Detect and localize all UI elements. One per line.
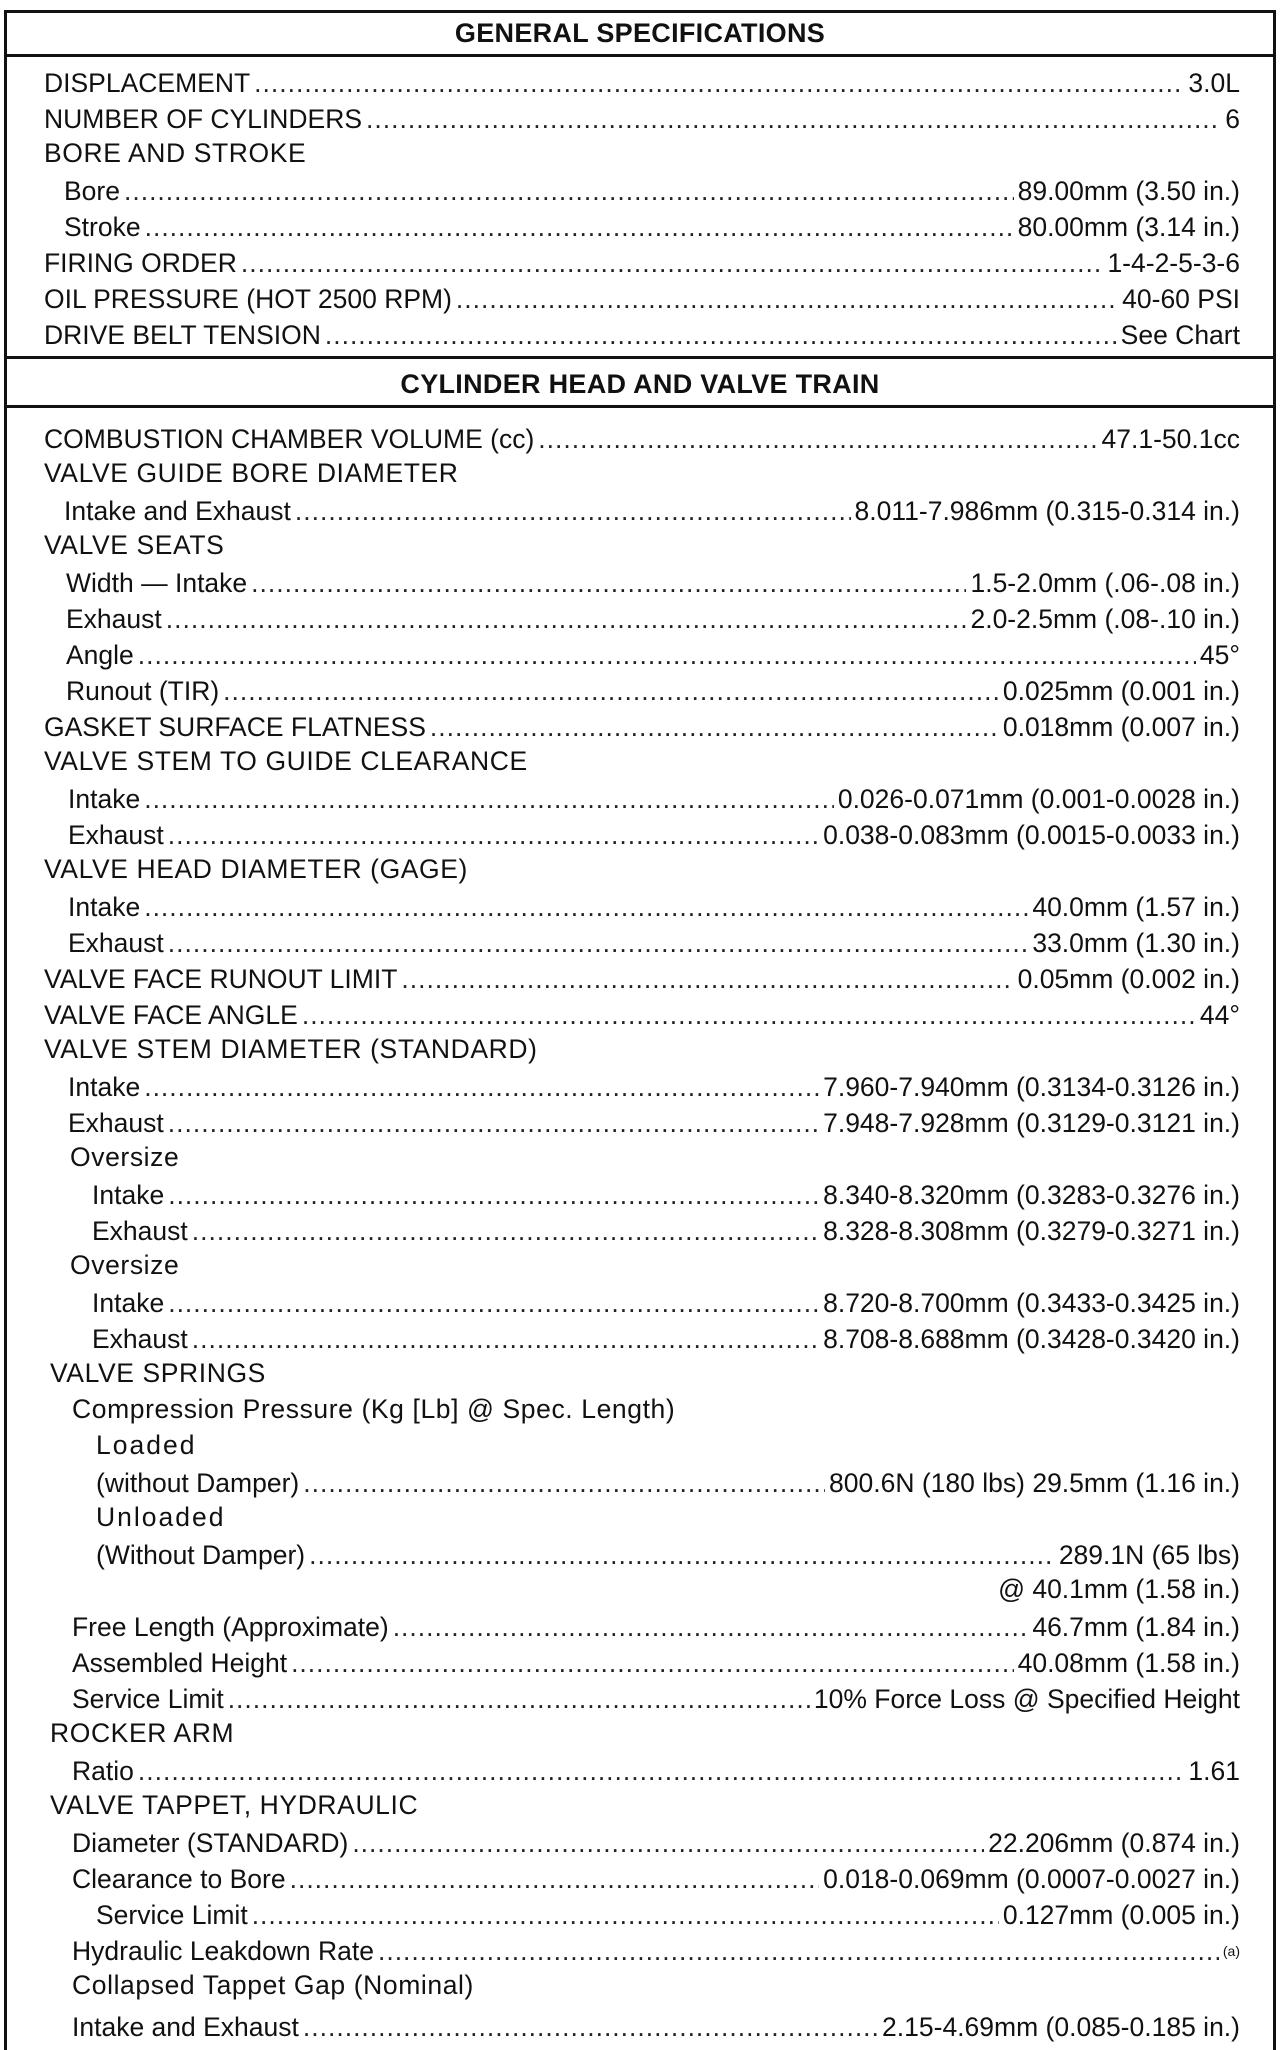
spec-group-heading: BORE AND STROKE [44,138,307,168]
spec-row: Intake ..... 0.026-0.071mm (0.001-0.0028 in.) [68,778,1240,814]
general-specifications-header: GENERAL SPECIFICATIONS [4,10,1276,57]
spec-row: GASKET SURFACE FLATNESS ..... 0.018mm (0.007 in.) [44,706,1240,742]
spec-row: DISPLACEMENT ..... 3.0L [44,62,1240,98]
spec-row: Hydraulic Leakdown Rate ..... (a) [72,1930,1240,1966]
spec-row: Angle ..... 45° [66,634,1240,670]
spec-row: Intake ..... 8.340-8.320mm (0.3283-0.3276 in.) [92,1174,1240,1210]
spec-row: NUMBER OF CYLINDERS ..... 6 [44,98,1240,134]
spec-row: Exhaust ..... 8.708-8.688mm (0.3428-0.3420 in.) [92,1318,1240,1354]
spec-group-heading: Oversize [70,1142,180,1172]
spec-row: OIL PRESSURE (HOT 2500 RPM) ..... 40-60 PSI [44,278,1240,314]
spec-group-heading: Unloaded [96,1502,226,1532]
spec-continuation: @ 40.1mm (1.58 in.) [998,1574,1240,1604]
cylinder-head-valve-train-header: CYLINDER HEAD AND VALVE TRAIN [4,356,1276,408]
spec-group-heading: VALVE STEM DIAMETER (STANDARD) [44,1034,538,1064]
spec-row: Exhaust ..... 33.0mm (1.30 in.) [68,922,1240,958]
spec-group-heading: ROCKER ARM [50,1718,235,1748]
spec-group-heading: Compression Pressure (Kg [Lb] @ Spec. Length) [72,1394,676,1424]
spec-group-heading: VALVE SEATS [44,530,225,560]
spec-row: (without Damper) ..... 800.6N (180 lbs) 29.5mm (1.16 in.) [96,1462,1240,1498]
spec-group-heading: VALVE GUIDE BORE DIAMETER [44,458,459,488]
spec-row: Intake ..... 7.960-7.940mm (0.3134-0.3126 in.) [68,1066,1240,1102]
spec-row: DRIVE BELT TENSION ..... See Chart [44,314,1240,350]
spec-row: Runout (TIR) ..... 0.025mm (0.001 in.) [66,670,1240,706]
spec-row: Exhaust ..... 8.328-8.308mm (0.3279-0.3271 in.) [92,1210,1240,1246]
spec-row: Intake ..... 40.0mm (1.57 in.) [68,886,1240,922]
spec-row: Clearance to Bore ..... 0.018-0.069mm (0.0007-0.0027 in.) [72,1858,1240,1894]
spec-group-heading: VALVE HEAD DIAMETER (GAGE) [44,854,468,884]
spec-row: VALVE FACE RUNOUT LIMIT ..... 0.05mm (0.002 in.) [44,958,1240,994]
spec-row: Service Limit ..... 0.127mm (0.005 in.) [96,1894,1240,1930]
spec-row: Service Limit ..... 10% Force Loss @ Specified Height [72,1678,1240,1714]
spec-row: FIRING ORDER ..... 1-4-2-5-3-6 [44,242,1240,278]
spec-row: Assembled Height ..... 40.08mm (1.58 in.) [72,1642,1240,1678]
spec-group-heading: VALVE TAPPET, HYDRAULIC [50,1790,419,1820]
spec-row: Intake ..... 8.720-8.700mm (0.3433-0.3425 in.) [92,1282,1240,1318]
spec-group-heading: VALVE STEM TO GUIDE CLEARANCE [44,746,528,776]
spec-group-heading: VALVE SPRINGS [50,1358,266,1388]
spec-row: Intake and Exhaust ..... 2.15-4.69mm (0.085-0.185 in.) [72,2006,1240,2042]
spec-row: Width — Intake ..... 1.5-2.0mm (.06-.08 in.) [66,562,1240,598]
spec-row: (Without Damper) ..... 289.1N (65 lbs) [96,1534,1240,1570]
spec-row: Bore ..... 89.00mm (3.50 in.) [64,170,1240,206]
spec-row: Ratio ..... 1.61 [72,1750,1240,1786]
spec-row: Stroke ..... 80.00mm (3.14 in.) [64,206,1240,242]
spec-row: Exhaust ..... 7.948-7.928mm (0.3129-0.3121 in.) [68,1102,1240,1138]
spec-row: VALVE FACE ANGLE ..... 44° [44,994,1240,1030]
spec-row: Exhaust ..... 0.038-0.083mm (0.0015-0.0033 in.) [68,814,1240,850]
footnote-marker: (a) [1222,1943,1240,1959]
spec-row: COMBUSTION CHAMBER VOLUME (cc) ..... 47.1-50.1cc [44,418,1240,454]
spec-group-heading: Oversize [70,1250,180,1280]
spec-row: Exhaust ..... 2.0-2.5mm (.08-.10 in.) [66,598,1240,634]
spec-row: Intake and Exhaust ..... 8.011-7.986mm (0.315-0.314 in.) [64,490,1240,526]
spec-row: Free Length (Approximate) ..... 46.7mm (1.84 in.) [72,1606,1240,1642]
spec-group-heading: Collapsed Tappet Gap (Nominal) [72,1970,474,2000]
spec-group-heading: Loaded [96,1430,197,1460]
spec-row: Diameter (STANDARD) ..... 22.206mm (0.874 in.) [72,1822,1240,1858]
